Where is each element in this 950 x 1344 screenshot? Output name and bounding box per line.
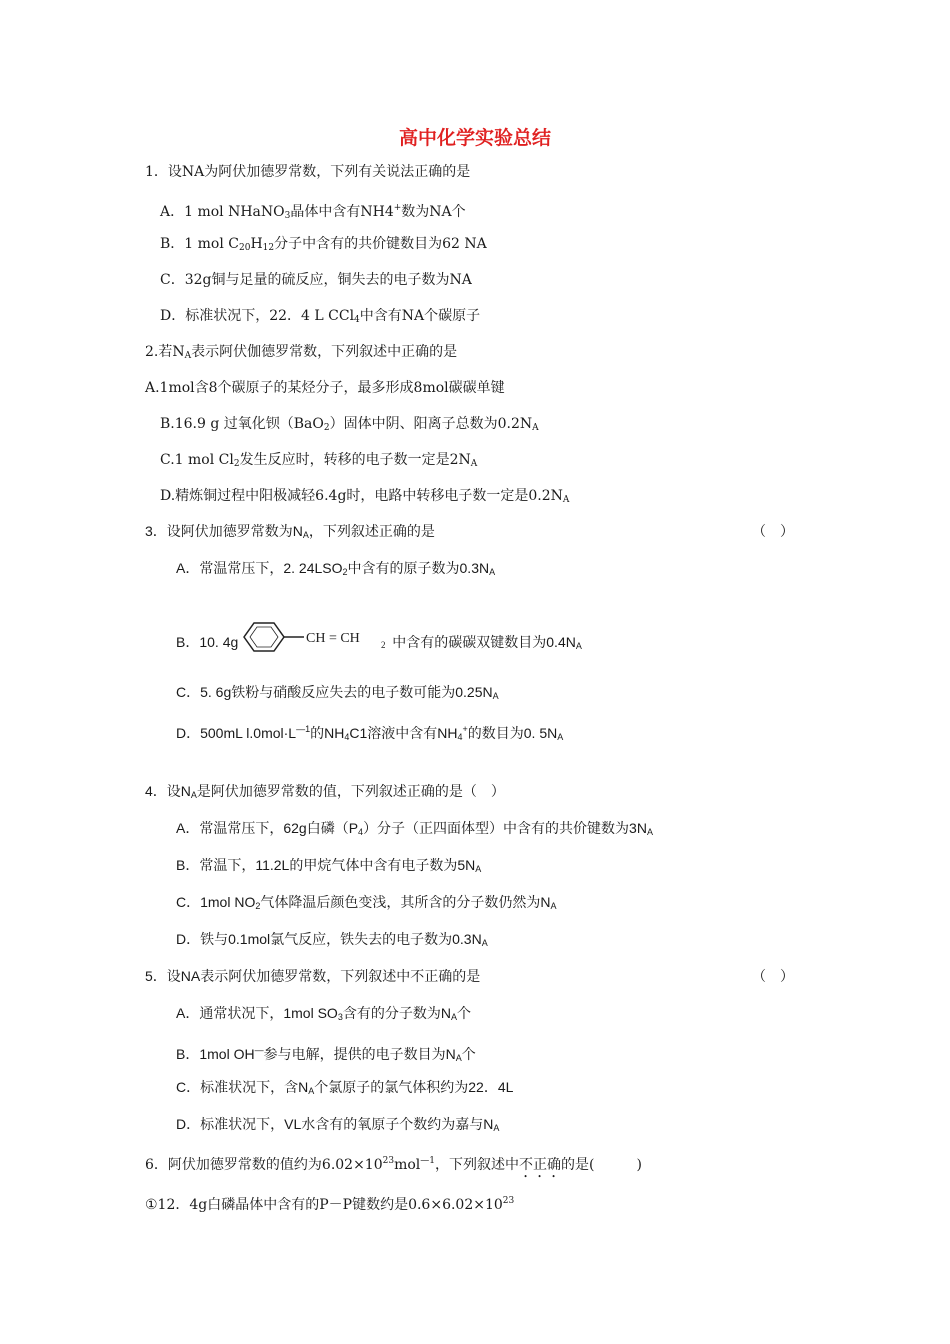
q1-option-d: D．标准状况下，22．4 L CCl$_4$中含有NA个碳原子: [160, 308, 481, 325]
q3-option-c: C．5. 6g铁粉与硝酸反应失去的电子数可能为$0.25N_A$: [176, 684, 499, 701]
styrene-structure: [238, 618, 392, 669]
q5-option-b: B．1mol OH—参与电解，提供的电子数目为$N_A$个: [176, 1045, 476, 1063]
q3-answer-blank: （ ）: [752, 524, 794, 540]
q2-option-d: D.精炼铜过程中阳极减轻6.4g时，电路中转移电子数一定是$0.2N_A$: [160, 488, 570, 505]
q4-option-b: B．常温下，11.2L的甲烷气体中含有电子数为$5N_A$: [176, 857, 482, 874]
q4-option-d: D．铁与0.1mol氯气反应，铁失去的电子数为$0.3N_A$: [176, 931, 488, 948]
q1-option-b: B．1 mol $C_{20}H_{12}$分子中含有的共价键数目为62 NA: [160, 236, 487, 253]
q5-option-a: A．通常状况下，1mol $SO_3$含有的分子数为$N_A$个: [176, 1005, 471, 1022]
q3-stem: 3．设阿伏加德罗常数为$N_A$，下列叙述正确的是: [145, 523, 435, 540]
svg-text:2: 2: [381, 640, 386, 650]
emphasized-text: 不正确: [519, 1157, 561, 1173]
q5-option-c: C．标准状况下，含$N_A$个氯原子的氯气体积约为22．4L: [176, 1079, 514, 1096]
q4-option-a: A．常温常压下，62g白磷$(P_4)$分子（正四面体型）中含有的共价键数为$3N_A$: [176, 820, 653, 837]
q2-stem: 2.若$N_A$表示阿伏伽德罗常数，下列叙述中正确的是: [145, 344, 458, 361]
q3-option-b: B．10. 4g CH = CH 2 中含有的碳碳双键数目为$0.4N_A$: [176, 618, 582, 669]
page-title: 高中化学实验总结: [398, 127, 551, 149]
q2-option-a: A.1mol含8个碳原子的某烃分子，最多形成8mol碳碳单键: [145, 380, 505, 396]
vinyl-group-label: CH = CH: [306, 631, 361, 646]
q4-stem: 4．设$N_A$是阿伏加德罗常数的值，下列叙述正确的是（ ）: [145, 783, 505, 800]
q2-option-b: B.16.9 g 过氧化钡（BaO$_2$）固体中阴、阳离子总数为$0.2N_A$: [160, 416, 539, 433]
q4-option-c: C．1mol $NO_2$气体降温后颜色变浅，其所含的分子数仍然为$N_A$: [176, 894, 557, 911]
q5-option-d: D．标准状况下，VL水含有的氧原子个数约为嘉与$N_A$: [176, 1116, 500, 1133]
q1-option-a: A．1 mol NHaNO$_3$晶体中含有NH4+数为NA个: [160, 203, 466, 221]
q3-option-a: A．常温常压下，2. $24LSO_2$中含有的原子数为$0.3N_A$: [176, 560, 496, 577]
q2-option-c: C.1 mol $Cl_2$发生反应时，转移的电子数一定是$2N_A$: [160, 452, 478, 469]
q1-option-c: C．32g铜与足量的硫反应，铜失去的电子数为NA: [160, 272, 472, 288]
q6-item-1: ①12．4g白磷晶体中含有的P－P键数约是$0.6\times 6.02\times 10^{23}$: [145, 1196, 515, 1213]
q5-stem: 5．设NA表示阿伏加德罗常数，下列叙述中不正确的是: [145, 968, 481, 984]
q6-stem: 6．阿伏加德罗常数的值约为$6.02\times 10^{23}mol^{—1}$，下列叙述中不正确的是( ): [145, 1156, 642, 1173]
q3-option-d: D．500mL $l.0mol\cdot L^{—1}$的$NH_4C1$溶液中含有$NH_4^+$的数目为0. $5N_A$: [176, 724, 564, 742]
q5-answer-blank: （ ）: [752, 969, 794, 985]
q1-stem: 1．设NA为阿伏加德罗常数，下列有关说法正确的是: [145, 164, 471, 180]
